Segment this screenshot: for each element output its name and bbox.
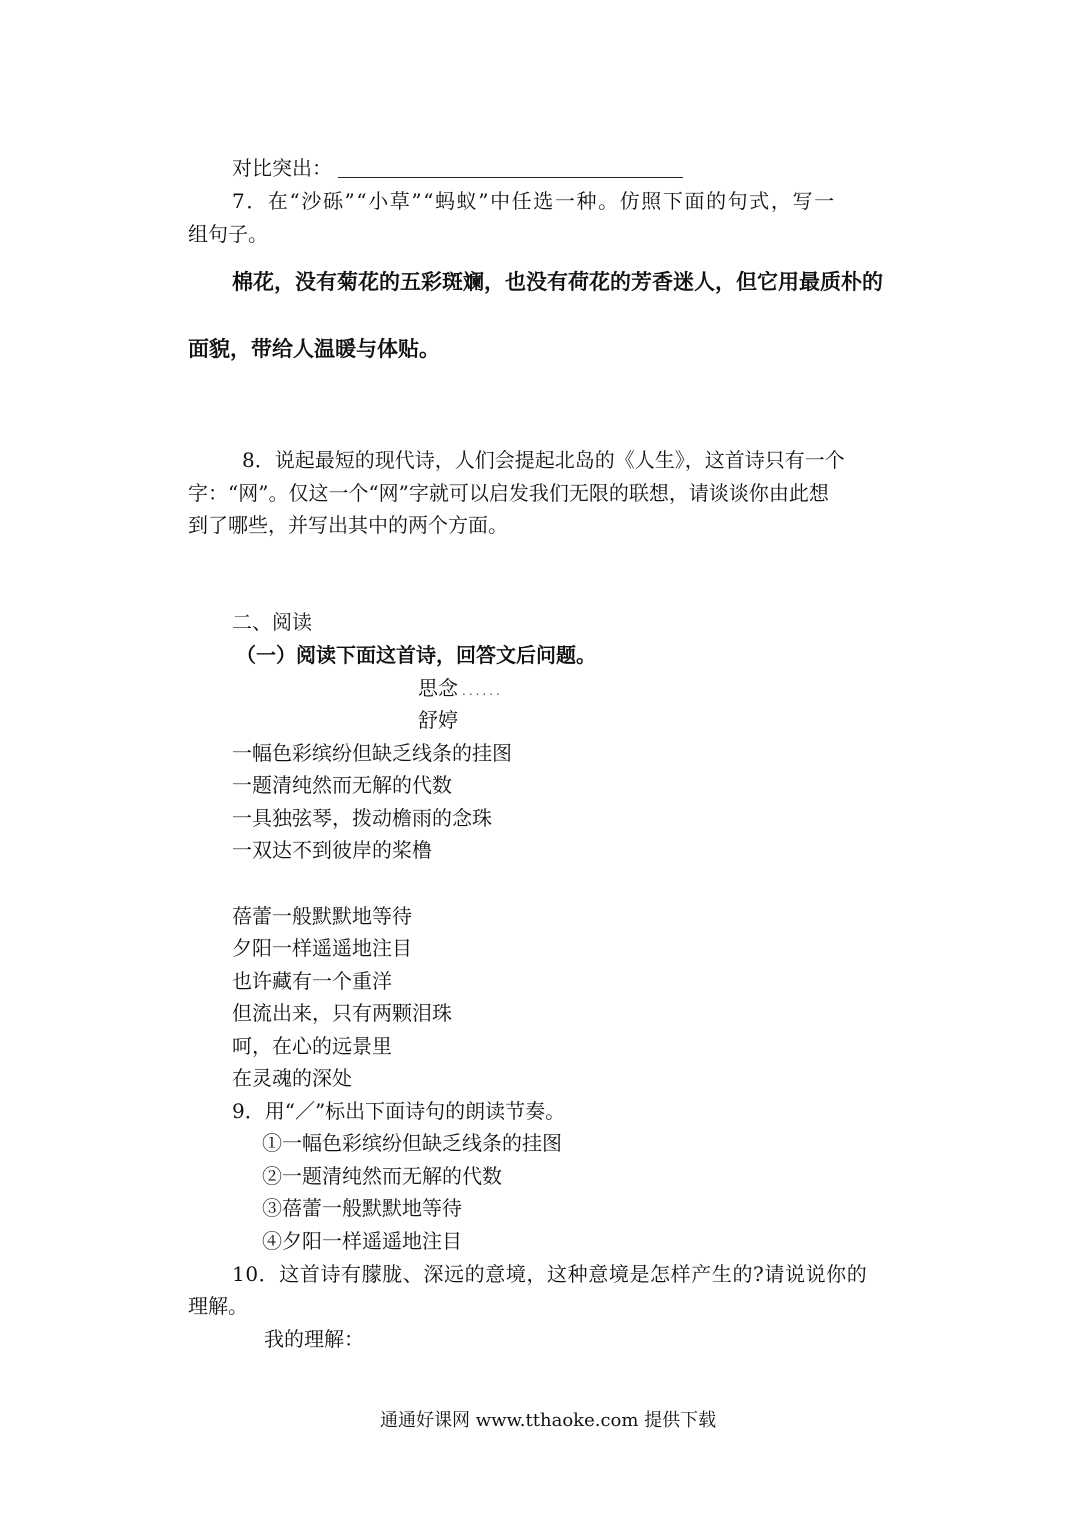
q10-answer-label: 我的理解： bbox=[264, 1327, 364, 1351]
poem-line: 但流出来，只有两颗泪珠 bbox=[232, 1001, 452, 1025]
q9-item: ③蓓蕾一般默默地等待 bbox=[262, 1196, 462, 1220]
poem-line: 一题清纯然而无解的代数 bbox=[232, 773, 452, 797]
poem-line: 也许藏有一个重洋 bbox=[232, 969, 392, 993]
page-footer: 通通好课网 www.tthaoke.com 提供下载 bbox=[380, 1410, 717, 1431]
q7-example-line1: 棉花，没有菊花的五彩斑斓，也没有荷花的芳香迷人，但它用最质朴的 bbox=[232, 270, 883, 294]
q8-prompt-line1: 8．说起最短的现代诗，人们会提起北岛的《人生》，这首诗只有一个 bbox=[242, 448, 845, 472]
poem-line: 蓓蕾一般默默地等待 bbox=[232, 904, 412, 928]
q8-prompt-line3: 到了哪些，并写出其中的两个方面。 bbox=[188, 513, 508, 537]
poem-author: 舒婷 bbox=[418, 708, 458, 732]
poem-line: 一幅色彩缤纷但缺乏线条的挂图 bbox=[232, 741, 512, 765]
q9-item: ②一题清纯然而无解的代数 bbox=[262, 1164, 502, 1188]
q6-label: 对比突出： bbox=[232, 156, 332, 180]
q8-prompt-line2: 字：“网”。仅这一个“网”字就可以启发我们无限的联想，请谈谈你由此想 bbox=[188, 481, 829, 505]
q9-item: ①一幅色彩缤纷但缺乏线条的挂图 bbox=[262, 1131, 562, 1155]
q7-example-line2: 面貌，带给人温暖与体贴。 bbox=[188, 337, 440, 361]
poem-title-line bbox=[418, 678, 503, 698]
poem-line: 呵，在心的远景里 bbox=[232, 1034, 392, 1058]
poem-line: 在灵魂的深处 bbox=[232, 1066, 352, 1090]
poem-line: 一具独弦琴，拨动檐雨的念珠 bbox=[232, 806, 492, 830]
q6-contrast-line bbox=[232, 158, 683, 178]
poem-title-dots: ...... bbox=[462, 684, 503, 698]
q7-prompt-line2: 组句子。 bbox=[188, 222, 268, 246]
q10-prompt-line2: 理解。 bbox=[188, 1294, 248, 1318]
poem-title: 思念 bbox=[418, 676, 458, 700]
q10-prompt-line1: 10．这首诗有朦胧、深远的意境，这种意境是怎样产生的?请说说你的 bbox=[232, 1262, 868, 1286]
q7-prompt-line1: 7．在“沙砾”“小草”“蚂蚁”中任选一种。仿照下面的句式，写一 bbox=[232, 189, 836, 213]
reading-part1-title: （一）阅读下面这首诗，回答文后问题。 bbox=[236, 643, 596, 667]
q6-answer-blank[interactable] bbox=[338, 159, 683, 178]
poem-line: 夕阳一样遥遥地注目 bbox=[232, 936, 412, 960]
poem-line: 一双达不到彼岸的桨橹 bbox=[232, 838, 432, 862]
q9-item: ④夕阳一样遥遥地注目 bbox=[262, 1229, 462, 1253]
section-title: 二、阅读 bbox=[232, 610, 312, 634]
q9-prompt: 9．用“／”标出下面诗句的朗读节奏。 bbox=[232, 1099, 566, 1123]
